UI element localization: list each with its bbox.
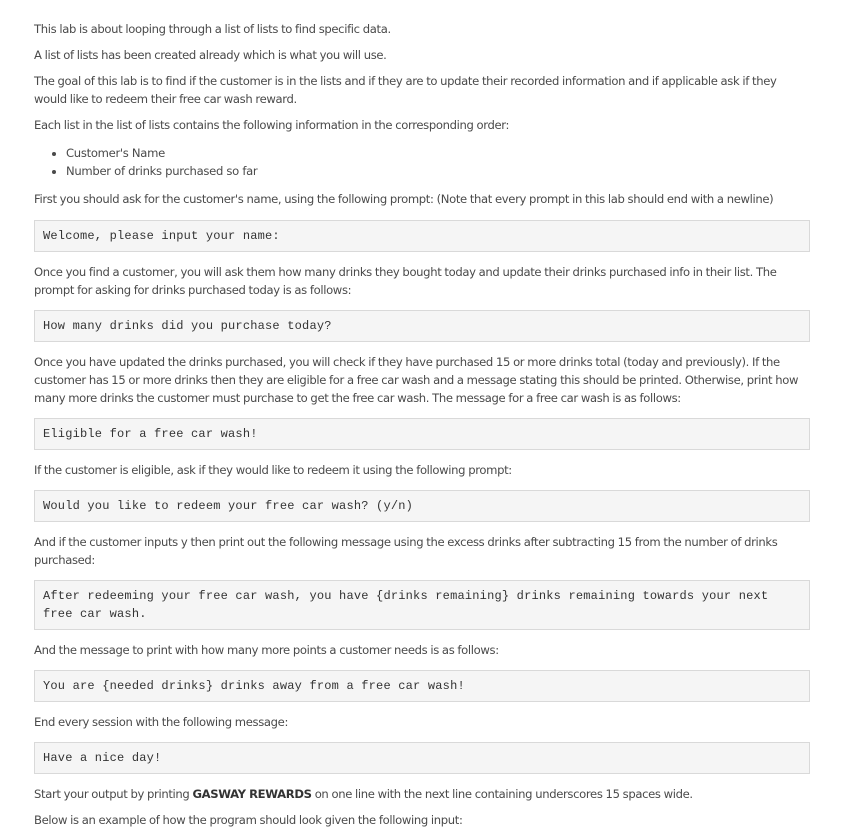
- end-session-code: Have a nice day!: [34, 742, 810, 774]
- intro-paragraph-2: A list of lists has been created already which is what you will use.: [34, 48, 387, 62]
- list-item: • Number of drinks purchased so far: [66, 162, 810, 180]
- drinks-prompt-description: Once you find a customer, you will ask them how many drinks they bought today and update their drinks purchased info in their list. The prompt for asking for drinks purchased today is as follows:: [34, 265, 777, 297]
- drinks-prompt-code: How many drinks did you purchase today?: [34, 310, 810, 342]
- eligibility-description: Once you have updated the drinks purchased, you will check if they have purchased 15 or more drinks total (today and previously). If the customer has 15 or more drinks then they are eligible for a free car wash and a message stating this should be printed. Otherwise, print how many more drinks the customer must purchase to get the free car wash. The message for a free car wash is as follows:: [34, 355, 799, 405]
- end-session-description: End every session with the following message:: [34, 715, 289, 729]
- redeem-prompt-code: Would you like to redeem your free car wash? (y/n): [34, 490, 810, 522]
- redeem-prompt-description: If the customer is eligible, ask if they would like to redeem it using the following prompt:: [34, 463, 512, 477]
- eligible-message-code: Eligible for a free car wash!: [34, 418, 810, 450]
- gasway-rewards-title: GASWAY REWARDS: [192, 787, 312, 801]
- needed-drinks-description: And the message to print with how many more points a customer needs is as follows:: [34, 643, 499, 657]
- list-item: • Customer's Name: [66, 144, 810, 162]
- name-prompt-description: First you should ask for the customer's name, using the following prompt: (Note that every prompt in this lab should end with a newline): [34, 192, 774, 206]
- list-contents: [34, 144, 810, 180]
- intro-paragraph-4: Each list in the list of lists contains the following information in the corresponding order:: [34, 118, 510, 132]
- start-output-text-after: on one line with the next line containing underscores 15 spaces wide.: [311, 787, 693, 801]
- name-prompt-code: Welcome, please input your name:: [34, 220, 810, 252]
- needed-drinks-code: You are {needed drinks} drinks away from a free car wash!: [34, 670, 810, 702]
- start-output-description: [34, 785, 810, 803]
- example-description: Below is an example of how the program should look given the following input:: [34, 813, 463, 827]
- after-redeem-code: After redeeming your free car wash, you have {drinks remaining} drinks remaining towards your next free car wash.: [34, 580, 810, 630]
- after-redeem-description: And if the customer inputs y then print out the following message using the excess drinks after subtracting 15 from the number of drinks purchased:: [34, 535, 778, 567]
- start-output-text-before: Start your output by printing: [34, 787, 193, 801]
- lab-instructions: [34, 20, 810, 829]
- intro-paragraph-3: The goal of this lab is to find if the customer is in the lists and if they are to update their recorded information and if applicable ask if they would like to redeem their free car wash reward.: [34, 74, 777, 106]
- intro-paragraph-1: This lab is about looping through a list of lists to find specific data.: [34, 22, 391, 36]
